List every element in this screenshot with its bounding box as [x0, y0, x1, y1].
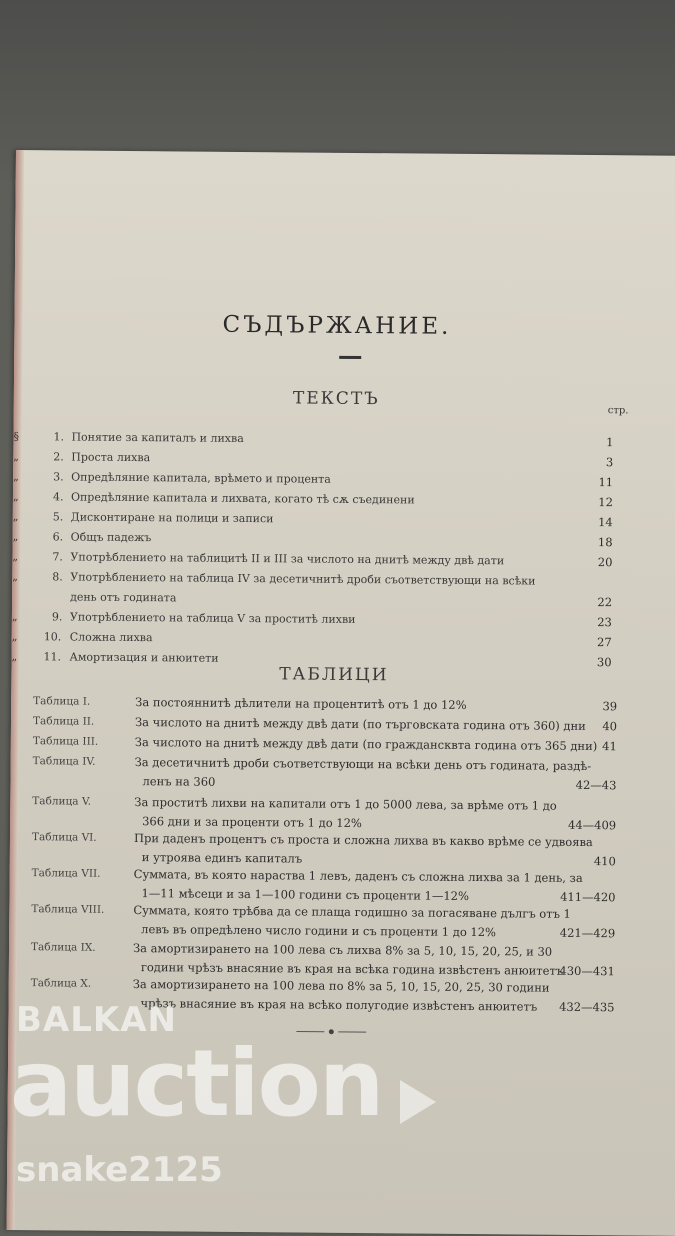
toc-row-title: Употрѣблението на таблицитѣ II и III за числото на днитѣ между двѣ дати	[70, 550, 504, 567]
table-description-line: ленъ на 360	[142, 774, 215, 789]
toc-row-marker: „	[12, 610, 18, 623]
toc-row-title: Употрѣблението на таблица IV за десетичнитѣ дроби съответствующи на всѣки	[70, 570, 535, 587]
table-description-line: За десетичнитѣ дроби съответствующи на всѣки день отъ годината, раздѣ-	[135, 755, 592, 773]
toc-row	[12, 570, 652, 592]
table-label: Таблица VI.	[32, 831, 97, 844]
table-description-line: 1—11 мѣсеци и за 1—100 години съ проценти 1—12%	[141, 886, 469, 903]
toc-row-marker: „	[13, 530, 19, 543]
toc-row	[13, 470, 653, 492]
table-page-number: 41	[559, 739, 617, 754]
toc-row-number: 5.	[53, 510, 64, 523]
table-description-line: чрѣзъ внасяние въ края на всѣко полугодие извѣстенъ анюитетъ	[140, 996, 537, 1013]
toc-page-number: 11	[573, 475, 613, 489]
toc-row-title: Опредѣляние капитала и лихвата, когато тѣ сѫ съединени	[71, 490, 415, 506]
table-description-line: Суммата, въ която нараства 1 левъ, даденъ съ сложна лихва за 1 день, за	[134, 867, 583, 885]
toc-row-number: 11.	[44, 650, 62, 663]
toc-row-continuation: день отъ годината	[70, 590, 176, 604]
table-label: Таблица IV.	[33, 755, 96, 768]
toc-row-marker: „	[12, 550, 18, 563]
toc-row-marker: „	[12, 570, 18, 583]
toc-row	[12, 550, 652, 572]
toc-row-number: 10.	[44, 630, 62, 643]
title-rule	[339, 356, 361, 359]
toc-row-marker: „	[12, 630, 18, 643]
table-description-line: За числото на днитѣ между двѣ дати (по търговската година отъ 360) дни	[135, 715, 586, 733]
toc-row-number: 9.	[52, 610, 63, 623]
table-label: Таблица X.	[31, 977, 92, 990]
toc-row-title: Употрѣблението на таблица V за проститѣ лихви	[70, 610, 356, 625]
toc-row	[13, 510, 653, 532]
page-column-label: стр.	[608, 405, 629, 416]
table-label: Таблица III.	[33, 735, 98, 748]
table-page-number: 411—420	[557, 890, 615, 905]
table-page-number: 430—431	[557, 964, 615, 979]
table-label: Таблица V.	[32, 795, 91, 808]
toc-row-title: Проста лихва	[71, 450, 150, 464]
toc-page-number: 3	[573, 455, 613, 469]
table-description-line: За амортизирането на 100 лева съ лихва 8% за 5, 10, 15, 20, 25, и 30	[133, 941, 552, 959]
table-page-number: 44—409	[558, 818, 616, 833]
watermark-play-icon	[400, 1080, 436, 1124]
toc-row	[13, 530, 653, 552]
toc-row-number: 1.	[53, 430, 64, 443]
toc-page-number: 30	[571, 655, 611, 669]
table-description-line: За амортизирането на 100 лева по 8% за 5, 10, 15, 20, 25, 30 години	[133, 977, 550, 995]
toc-row-number: 3.	[53, 470, 64, 483]
toc-row-marker: „	[13, 470, 19, 483]
toc-row-title: Общъ падежъ	[71, 530, 152, 544]
table-label: Таблица VIII.	[31, 903, 104, 916]
table-page-number: 39	[559, 699, 617, 714]
toc-page-number: 14	[573, 515, 613, 529]
toc-page-number: 18	[573, 535, 613, 549]
table-description-line: 366 дни и за проценти отъ 1 до 12%	[142, 814, 362, 830]
toc-page-number: 23	[572, 615, 612, 629]
table-description-line: и утроява единъ капиталъ	[142, 850, 303, 865]
toc-row-marker: „	[13, 510, 19, 523]
toc-page-number: 27	[572, 635, 612, 649]
toc-row-number: 4.	[53, 490, 64, 503]
table-page-number: 421—429	[557, 926, 615, 941]
table-description-line: За проститѣ лихви на капитали отъ 1 до 5000 лева, за врѣме отъ 1 до	[134, 795, 557, 813]
toc-row-title: Дисконтиране на полици и записи	[71, 510, 274, 525]
table-page-number: 432—435	[556, 1000, 614, 1015]
table-description-line: За постояннитѣ дѣлители на процентитѣ отъ 1 до 12%	[135, 695, 467, 712]
table-description-line: Суммата, която трѣбва да се плаща годишно за погасяване дългъ отъ 1	[133, 903, 571, 921]
table-page-number: 410	[558, 854, 616, 869]
toc-page-number: 22	[572, 595, 612, 609]
toc-row-title: Амортизация и анюитети	[70, 650, 219, 664]
table-description-line: години чрѣзъ внасяние въ края на всѣка година извѣстенъ анюитетъ	[141, 960, 563, 978]
toc-row-number: 2.	[53, 450, 64, 463]
text-section-title: ТЕКСТЪ	[14, 386, 659, 412]
toc-row-title: Понятие за капиталъ и лихва	[71, 430, 243, 445]
table-label: Таблица IX.	[31, 941, 96, 954]
table-page-number: 42—43	[558, 778, 616, 793]
toc-row-marker: „	[13, 490, 19, 503]
watermark-username: snake2125	[16, 1150, 223, 1190]
toc-page-number: 20	[572, 555, 612, 569]
table-label: Таблица VII.	[32, 867, 101, 880]
toc-row-marker: „	[13, 450, 19, 463]
toc-page-number: 12	[573, 495, 613, 509]
table-description-line: левъ въ опредѣлено число години и съ проценти 1 до 12%	[141, 922, 496, 939]
toc-page-number: 1	[573, 435, 613, 449]
toc-row	[12, 610, 652, 632]
toc-row	[13, 490, 653, 512]
toc-row	[13, 430, 653, 452]
table-label: Таблица II.	[33, 715, 94, 728]
table-description-line: При даденъ процентъ съ проста и сложна лихва въ какво врѣме се удвоява	[134, 831, 593, 849]
page-title: СЪДЪРЖАНИЕ.	[14, 310, 659, 342]
toc-row	[12, 630, 652, 652]
table-label: Таблица I.	[33, 695, 90, 707]
tables-section-title: ТАБЛИЦИ	[11, 662, 656, 688]
toc-row-marker: §	[13, 430, 19, 443]
toc-row-number: 6.	[53, 530, 64, 543]
toc-row	[13, 450, 653, 472]
table-description-line: За числото на днитѣ между двѣ дати (по граждансквта година отъ 365 дни)	[135, 735, 598, 753]
toc-row-title: Сложна лихва	[70, 630, 153, 644]
toc-row-number: 8.	[52, 570, 63, 583]
table-page-number: 40	[559, 719, 617, 734]
toc-row-number: 7.	[52, 550, 63, 563]
toc-row-title: Опредѣляние капитала, врѣмето и процента	[71, 470, 331, 485]
watermark-balkan: BALKAN	[16, 1000, 177, 1040]
toc-row-marker: „	[12, 650, 18, 663]
watermark-auction: auction	[10, 1030, 382, 1137]
